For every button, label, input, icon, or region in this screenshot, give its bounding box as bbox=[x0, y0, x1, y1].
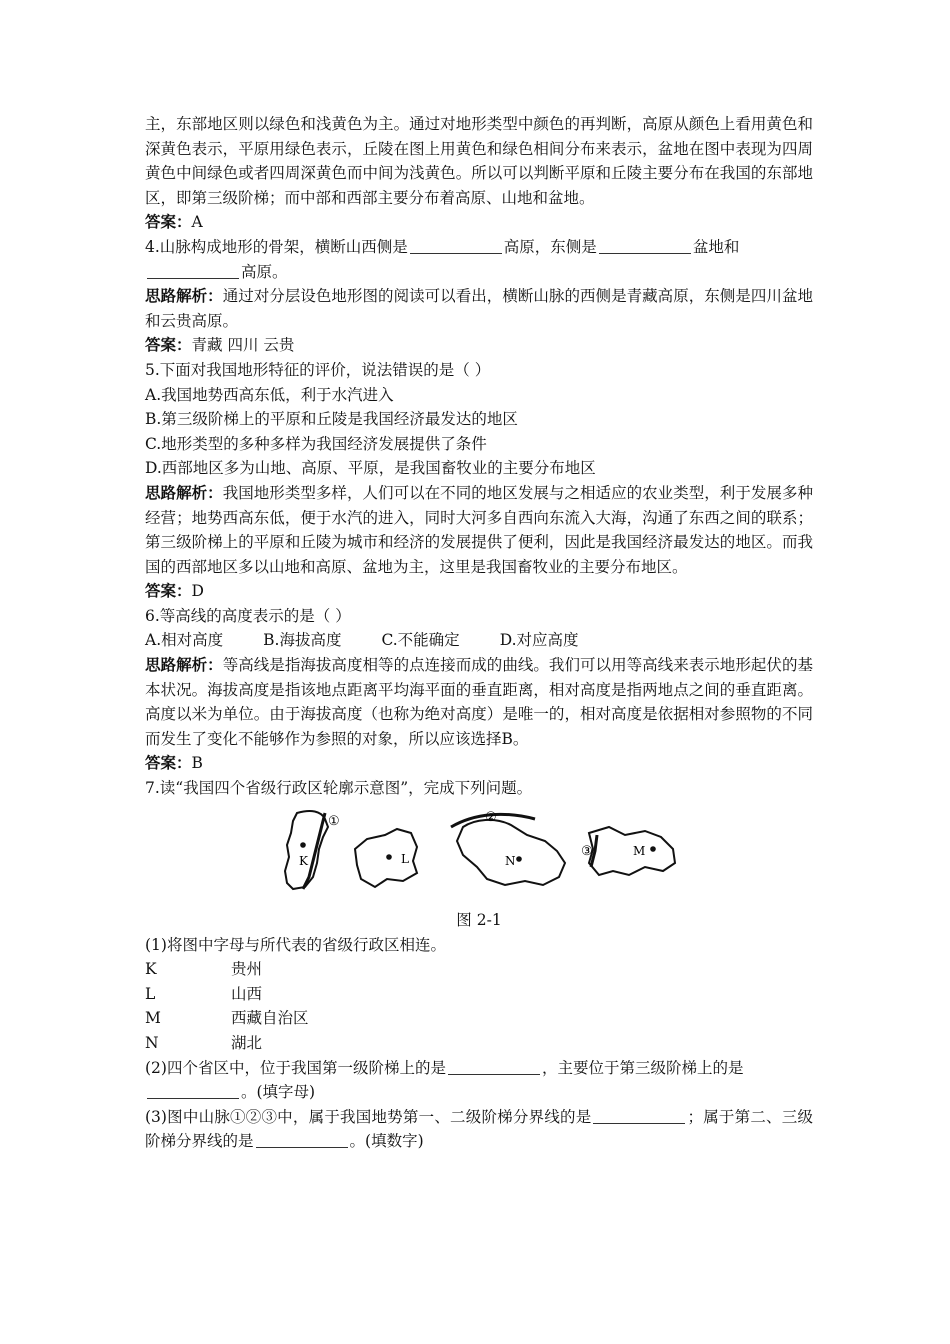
province-m-outline bbox=[589, 827, 675, 875]
document-page bbox=[145, 112, 813, 1154]
q5-analysis bbox=[145, 481, 813, 579]
answer-value: A bbox=[191, 213, 203, 232]
answer-label: 答案： bbox=[145, 754, 192, 773]
q5-answer bbox=[145, 579, 813, 604]
label-mountain-2: ② bbox=[485, 809, 497, 825]
q7-sub2-text-2: ，主要位于第三级阶梯上的是 bbox=[541, 1058, 744, 1077]
q6-options bbox=[145, 628, 813, 653]
label-m: M bbox=[633, 843, 646, 858]
match-province: 贵州 bbox=[231, 960, 263, 979]
match-letter: M bbox=[145, 1009, 161, 1028]
q4-text-4: 高原。 bbox=[241, 262, 288, 281]
question-4 bbox=[145, 235, 813, 284]
q6-option-d: D.对应高度 bbox=[499, 631, 579, 650]
analysis-text: 我国地形类型多样，人们可以在不同的地区发展与之相适应的农业类型，利于发展多种经营；地势西高东低，便于水汽的进入，同时大河多自西向东流入大海，沟通了东西之间的联系；第三级阶梯上的平原和丘陵为城市和经济的发展提供了便利，因此是我国经济最发达的地区。而我国的西部地区多以山地和高原、盆地为主，这里是我国畜牧业的主要分布地区。 bbox=[145, 483, 813, 576]
label-l: L bbox=[401, 851, 409, 866]
matching-row[interactable] bbox=[145, 957, 813, 982]
q6-option-c: C.不能确定 bbox=[381, 631, 460, 650]
q7-sub3-text-3: 。(填数字) bbox=[349, 1132, 424, 1151]
q7-sub2-blank-1[interactable] bbox=[448, 1058, 540, 1075]
figure-caption: 图 2-1 bbox=[456, 910, 502, 929]
q4-blank-1[interactable] bbox=[410, 237, 502, 254]
province-outline-map bbox=[145, 805, 813, 905]
answer-value: 青藏 四川 云贵 bbox=[191, 336, 295, 355]
analysis-label: 思路解析： bbox=[145, 656, 223, 675]
q7-sub-3 bbox=[145, 1105, 813, 1154]
answer-label: 答案： bbox=[145, 336, 192, 355]
q4-text-3: 盆地和 bbox=[692, 237, 740, 256]
q4-text-2: 高原，东侧是 bbox=[503, 237, 597, 256]
q6-answer bbox=[145, 751, 813, 776]
match-province: 山西 bbox=[231, 984, 263, 1003]
q4-blank-3[interactable] bbox=[147, 262, 239, 279]
q7-sub-2 bbox=[145, 1056, 813, 1105]
q7-sub-1: (1)将图中字母与所代表的省级行政区相连。 bbox=[145, 935, 446, 954]
province-n-outline bbox=[457, 820, 565, 885]
q7-sub3-text-2: ；属于第二、三级阶梯分界线的是 bbox=[145, 1107, 813, 1151]
matching-row[interactable] bbox=[145, 1006, 813, 1031]
q6-option-b: B.海拔高度 bbox=[263, 631, 342, 650]
match-letter: K bbox=[145, 960, 157, 979]
q6-option-a: A.相对高度 bbox=[145, 631, 224, 650]
q4-text-1: 4.山脉构成地形的骨架，横断山西侧是 bbox=[145, 237, 408, 256]
q5-option-c: C.地形类型的多种多样为我国经济发展提供了条件 bbox=[145, 434, 487, 453]
q5-option-a: A.我国地势西高东低，利于水汽进入 bbox=[145, 385, 394, 404]
q7-sub2-text-1: (2)四个省区中，位于我国第一级阶梯上的是 bbox=[145, 1058, 446, 1077]
analysis-label: 思路解析： bbox=[145, 287, 223, 306]
label-mountain-1: ① bbox=[328, 813, 340, 829]
analysis-text: 等高线是指海拔高度相等的点连接而成的曲线。我们可以用等高线来表示地形起伏的基本状况。海拔高度是指该地点距离平均海平面的垂直距离，相对高度是指两地点之间的垂直距离。高度以米为单位。由于海拔高度（也称为绝对高度）是唯一的，相对高度是依据相对参照物的不同而发生了变化不能够作为参照的对象，所以应该选择B。 bbox=[145, 656, 813, 748]
analysis-text: 通过对分层设色地形图的阅读可以看出，横断山脉的西侧是青藏高原，东侧是四川盆地和云贵高原。 bbox=[145, 287, 813, 330]
q7-sub2-text-3: 。(填字母) bbox=[241, 1083, 316, 1102]
answer-label: 答案： bbox=[145, 213, 192, 232]
match-letter: N bbox=[145, 1034, 159, 1052]
province-outline-figure bbox=[145, 805, 813, 905]
q4-analysis bbox=[145, 284, 813, 333]
intro-paragraph: 主，东部地区则以绿色和浅黄色为主。通过对地形类型中颜色的再判断，高原从颜色上看用黄色和深黄色表示，平原用绿色表示，丘陵在图上用黄色和绿色相间分布来表示，盆地在图中表现为四周黄色中间绿色或者四周深黄色而中间为浅黄色。所以可以判断平原和丘陵主要分布在我国的东部地区，即第三级阶梯；而中部和西部主要分布着高原、山地和盆地。 bbox=[145, 115, 813, 207]
q7-sub2-blank-2[interactable] bbox=[147, 1082, 239, 1099]
matching-row[interactable] bbox=[145, 1031, 813, 1056]
q7-sub3-blank-2[interactable] bbox=[256, 1131, 348, 1148]
q4-answer bbox=[145, 333, 813, 358]
label-k: K bbox=[299, 853, 308, 868]
answer-line bbox=[145, 210, 813, 235]
label-mountain-3: ③ bbox=[581, 843, 593, 859]
question-7-stem: 7.读“我国四个省级行政区轮廓示意图”，完成下列问题。 bbox=[145, 779, 533, 798]
question-5-stem: 5.下面对我国地形特征的评价，说法错误的是（ ） bbox=[145, 360, 491, 379]
answer-label: 答案： bbox=[145, 582, 192, 601]
q5-option-b: B.第三级阶梯上的平原和丘陵是我国经济最发达的地区 bbox=[145, 410, 518, 429]
question-6-stem: 6.等高线的高度表示的是（ ） bbox=[145, 606, 351, 625]
q5-option-d: D.西部地区多为山地、高原、平原，是我国畜牧业的主要分布地区 bbox=[145, 459, 596, 478]
matching-row[interactable] bbox=[145, 982, 813, 1007]
match-letter: L bbox=[145, 984, 156, 1003]
match-province: 西藏自治区 bbox=[231, 1009, 309, 1028]
q7-sub3-blank-1[interactable] bbox=[593, 1107, 685, 1124]
answer-value: B bbox=[191, 754, 203, 773]
answer-value: D bbox=[191, 582, 204, 601]
q7-sub3-text-1: (3)图中山脉①②③中，属于我国地势第一、二级阶梯分界线的是 bbox=[145, 1107, 592, 1126]
label-n: N bbox=[505, 853, 516, 868]
analysis-label: 思路解析： bbox=[145, 483, 223, 502]
q6-analysis bbox=[145, 653, 813, 751]
match-province: 湖北 bbox=[231, 1034, 263, 1052]
q4-blank-2[interactable] bbox=[599, 237, 691, 254]
